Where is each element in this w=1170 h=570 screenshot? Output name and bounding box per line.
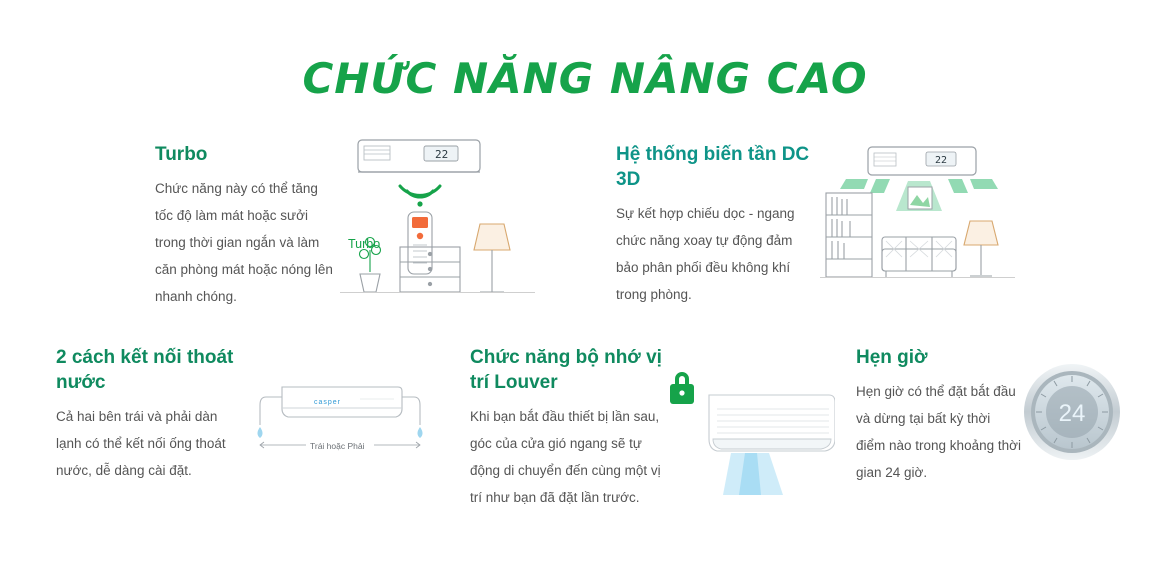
wifi-signal-icon xyxy=(400,186,440,207)
feature-timer-title: Hẹn giờ xyxy=(856,347,928,368)
memory-illustration-svg xyxy=(665,365,835,500)
feature-turbo xyxy=(155,142,335,310)
padlock-icon xyxy=(670,372,694,404)
timer-dial-icon xyxy=(1022,362,1122,462)
sofa xyxy=(882,237,956,277)
inverter-illustration-svg xyxy=(820,145,1015,305)
air-conditioner-indoor-unit xyxy=(868,147,976,175)
feature-memory-body: Khi bạn bắt đầu thiết bị lần sau, góc của cửa gió ngang sẽ tự động di chuyển đến cùng một vị trí như bạn đã đặt lần trước. xyxy=(470,409,661,505)
svg-text:22: 22 xyxy=(435,148,449,161)
drain-illustration-svg xyxy=(252,375,427,455)
feature-memory-title: Chức năng bộ nhớ vị trí Louver xyxy=(470,347,662,393)
drain-pipe-left xyxy=(260,397,282,425)
inverter-illustration xyxy=(820,145,1015,305)
drain-illustration xyxy=(252,375,427,455)
table-lamp xyxy=(964,221,998,276)
feature-inverter xyxy=(616,142,811,308)
drain-art-caption: Trái hoặc Phải xyxy=(310,441,365,451)
feature-drain-title: 2 cách kết nối thoát nước xyxy=(56,347,234,393)
airflow-stream-icon xyxy=(723,453,783,495)
turbo-art-label: Turbo xyxy=(348,237,381,251)
feature-drain xyxy=(56,345,246,484)
feature-drain-body: Cả hai bên trái và phải dàn lạnh có thể kết nối ống thoát nước, dễ dàng cài đặt. xyxy=(56,409,226,478)
air-conditioner-indoor-unit xyxy=(358,140,480,172)
page-title: CHỨC NĂNG NÂNG CAO xyxy=(302,54,868,103)
timer-value: 24 xyxy=(1058,400,1086,427)
timer-illustration xyxy=(1022,362,1122,462)
air-conditioner-indoor-unit xyxy=(709,395,835,451)
drain-pipe-right xyxy=(402,397,420,425)
memory-illustration xyxy=(665,365,835,500)
remote-control xyxy=(408,212,432,274)
turbo-illustration-svg xyxy=(340,132,535,304)
turbo-illustration xyxy=(340,132,535,304)
water-drop-icon xyxy=(258,427,423,438)
feature-inverter-title: Hệ thống biến tần DC 3D xyxy=(616,144,810,190)
svg-text:22: 22 xyxy=(935,155,948,166)
feature-turbo-title: Turbo xyxy=(155,144,208,165)
feature-timer xyxy=(856,345,1021,486)
bookshelf xyxy=(826,193,872,277)
svg-text:casper: casper xyxy=(314,399,342,406)
floor-lamp xyxy=(474,224,510,292)
air-conditioner-indoor-unit xyxy=(282,387,402,417)
feature-timer-body: Hẹn giờ có thể đặt bắt đầu và dừng tại bất kỳ thời điểm nào trong khoảng thời gian 24 giờ. xyxy=(856,384,1021,480)
feature-inverter-body: Sự kết hợp chiếu dọc - ngang chức năng xoay tự động đảm bảo phân phối đều không khí trong phòng. xyxy=(616,206,795,302)
wall-picture xyxy=(908,187,932,209)
feature-memory xyxy=(470,345,670,511)
feature-turbo-body: Chức năng này có thể tăng tốc độ làm mát hoặc sưởi trong thời gian ngắn và làm căn phòng mát hoặc nóng lên nhanh chóng. xyxy=(155,181,333,304)
